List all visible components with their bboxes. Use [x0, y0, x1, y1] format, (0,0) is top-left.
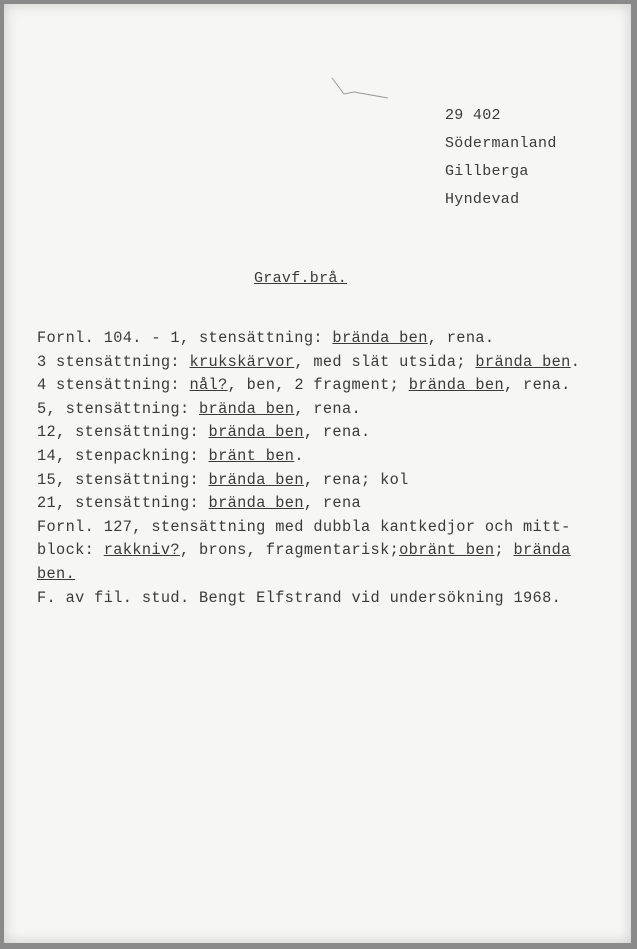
text-segment: Fornl. 127, stensättning med dubbla kantkedjor och mitt- — [37, 517, 571, 536]
text-segment: block: — [37, 541, 104, 560]
province-name: Södermanland — [445, 135, 557, 152]
text-segment: , rena. — [427, 329, 495, 347]
text-line — [37, 374, 580, 398]
text-segment: ; — [494, 541, 514, 560]
underlined-term: rakkniv? — [103, 541, 180, 560]
underlined-term: brända ben — [208, 494, 304, 513]
text-segment: , rena; kol — [303, 470, 409, 489]
text-segment: 3 stensättning: — [37, 352, 190, 371]
card-body — [37, 327, 580, 610]
text-segment: Fornl. 104. - 1, stensättning: — [37, 329, 333, 347]
text-segment: 14, stenpackning: — [37, 446, 209, 465]
text-segment: , med slät utsida; — [294, 352, 476, 371]
text-line — [37, 563, 580, 587]
underlined-term: brända ben — [199, 399, 295, 418]
underlined-term: obränt ben — [399, 541, 495, 560]
underlined-term: ben. — [37, 564, 76, 583]
text-line — [37, 516, 580, 540]
text-line — [37, 469, 580, 493]
text-line — [37, 587, 580, 611]
underlined-term: nål? — [189, 376, 228, 395]
text-segment: 12, stensättning: — [37, 423, 209, 442]
underlined-term: brända ben — [208, 423, 304, 442]
text-segment: , rena — [303, 494, 362, 513]
text-segment: , rena. — [303, 423, 371, 442]
text-segment: , ben, 2 fragment; — [227, 376, 409, 395]
text-segment: . — [570, 352, 581, 371]
underlined-term: brända ben — [408, 376, 504, 395]
text-line — [37, 351, 580, 375]
text-segment: . — [294, 446, 304, 465]
card-header — [445, 102, 557, 214]
text-segment: 5, stensättning: — [37, 399, 200, 418]
underlined-term: krukskärvor — [189, 352, 295, 371]
text-segment: , rena. — [294, 399, 362, 418]
text-segment: 4 stensättning: — [37, 376, 190, 395]
pencil-mark — [330, 74, 390, 102]
underlined-term: brända ben — [475, 352, 571, 371]
text-line — [37, 445, 580, 469]
text-segment: 15, stensättning: — [37, 470, 209, 489]
text-segment: , brons, fragmentarisk; — [179, 541, 400, 560]
underlined-term: brända ben — [208, 470, 304, 489]
archive-card — [4, 4, 631, 943]
text-line — [37, 492, 580, 516]
text-line — [37, 398, 580, 422]
underlined-term: brända — [513, 541, 571, 560]
card-title: Gravf.brå. — [254, 270, 348, 287]
text-line — [37, 327, 580, 351]
inventory-number: 29 402 — [445, 107, 501, 124]
parish-name: Gillberga — [445, 163, 529, 180]
text-line — [37, 421, 580, 445]
text-segment: , rena. — [503, 376, 571, 395]
site-name: Hyndevad — [445, 191, 520, 208]
underlined-term: brända ben — [332, 329, 428, 347]
underlined-term: bränt ben — [208, 446, 295, 465]
text-line — [37, 539, 580, 563]
text-segment: F. av fil. stud. Bengt Elfstrand vid undersökning 1968. — [37, 588, 562, 607]
text-segment: 21, stensättning: — [37, 494, 209, 513]
